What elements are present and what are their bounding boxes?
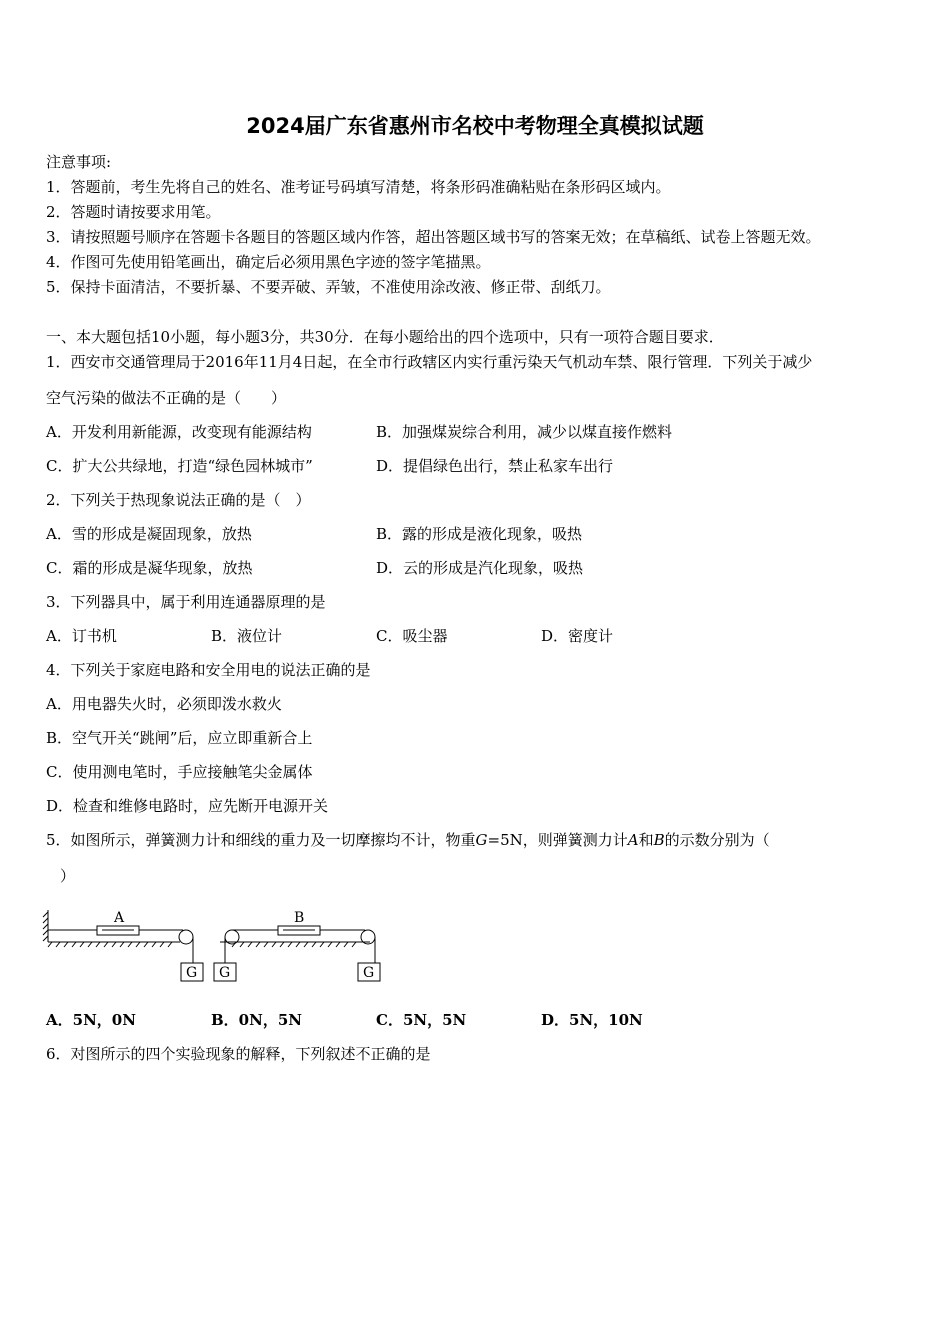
label-b: B (294, 910, 305, 926)
q5-option-d: D．5N，10N (541, 1011, 643, 1029)
section-heading: 一、本大题包括10小题，每小题3分，共30分．在每小题给出的四个选项中，只有一项符合题目要求． (46, 328, 724, 346)
q4-option-c: C．使用测电笔时，手应接触笔尖金属体 (46, 763, 313, 781)
q4-option-a: A．用电器失火时，必须即泼水救火 (46, 695, 282, 713)
q4-option-b: B．空气开关“跳闸”后，应立即重新合上 (46, 729, 313, 747)
label-a: A (114, 910, 125, 926)
question-4-stem: 4．下列关于家庭电路和安全用电的说法正确的是 (46, 661, 371, 679)
question-5-stem-cont: ） (60, 867, 76, 885)
wall-hatch (43, 912, 48, 941)
q3-option-c: C．吸尘器 (376, 627, 448, 645)
notice-heading: 注意事项: (46, 153, 112, 171)
q5-option-c: C．5N，5N (376, 1011, 467, 1029)
q5-stem-part: 5．如图所示，弹簧测力计和细线的重力及一切摩擦均不计，物重 (46, 831, 476, 849)
notice-item: 2．答题时请按要求用笔。 (46, 203, 221, 221)
table-hatch (48, 942, 172, 947)
notice-item: 1．答题前，考生先将自己的姓名、准考证号码填写清楚，将条形码准确粘贴在条形码区域内。 (46, 178, 671, 196)
q5-var-g: G (475, 831, 488, 849)
page-title: 2024届广东省惠州市名校中考物理全真模拟试题 (246, 114, 704, 138)
q2-option-b: B．露的形成是液化现象，吸热 (376, 525, 583, 543)
q5-stem-part: 的示数分别为（ (664, 831, 770, 849)
q3-option-d: D．密度计 (541, 627, 614, 645)
question-2-stem: 2．下列关于热现象说法正确的是（ ） (46, 491, 311, 509)
spring-scale-figure (40, 900, 390, 990)
q1-option-a: A．开发利用新能源，改变现有能源结构 (46, 423, 312, 441)
notice-item: 3．请按照题号顺序在答题卡各题目的答题区域内作答，超出答题区域书写的答案无效；在草稿纸、试卷上答题无效。 (46, 228, 821, 246)
q1-option-d: D．提倡绿色出行，禁止私家车出行 (376, 457, 614, 475)
q5-option-b: B．0N，5N (211, 1011, 302, 1029)
question-5-stem (46, 830, 770, 850)
notice-item: 5．保持卡面清洁，不要折暴、不要弄破、弄皱，不准使用涂改液、修正带、刮纸刀。 (46, 278, 611, 296)
question-1-stem: 1．西安市交通管理局于2016年11月4日起，在全市行政辖区内实行重污染天气机动车禁、限行管理．下列关于减少 (46, 353, 813, 371)
question-3-stem: 3．下列器具中，属于利用连通器原理的是 (46, 593, 326, 611)
q2-option-c: C．霜的形成是凝华现象，放热 (46, 559, 253, 577)
q5-var-b: B (653, 831, 665, 849)
question-6-stem: 6．对图所示的四个实验现象的解释，下列叙述不正确的是 (46, 1045, 431, 1063)
q4-option-d: D．检查和维修电路时，应先断开电源开关 (46, 797, 329, 815)
weight-label: G (363, 965, 375, 981)
q1-option-b: B．加强煤炭综合利用，减少以煤直接作燃料 (376, 423, 673, 441)
table-hatch (232, 942, 356, 947)
q2-option-d: D．云的形成是汽化现象，吸热 (376, 559, 584, 577)
question-1-stem-cont: 空气污染的做法不正确的是（ ） (46, 389, 287, 407)
notice-item: 4．作图可先使用铅笔画出，确定后必须用黑色字迹的签字笔描黑。 (46, 253, 491, 271)
q2-option-a: A．雪的形成是凝固现象，放热 (46, 525, 252, 543)
q5-var-a: A (627, 831, 639, 849)
q5-option-a: A．5N，0N (46, 1011, 136, 1029)
q3-option-b: B．液位计 (211, 627, 283, 645)
q3-option-a: A．订书机 (46, 627, 117, 645)
weight-label: G (186, 965, 198, 981)
q5-stem-part: 和 (638, 831, 654, 849)
q1-option-c: C．扩大公共绿地，打造“绿色园林城市” (46, 457, 313, 475)
weight-label: G (219, 965, 231, 981)
q5-stem-part: =5N，则弹簧测力计 (487, 831, 628, 849)
pulley (179, 930, 193, 944)
